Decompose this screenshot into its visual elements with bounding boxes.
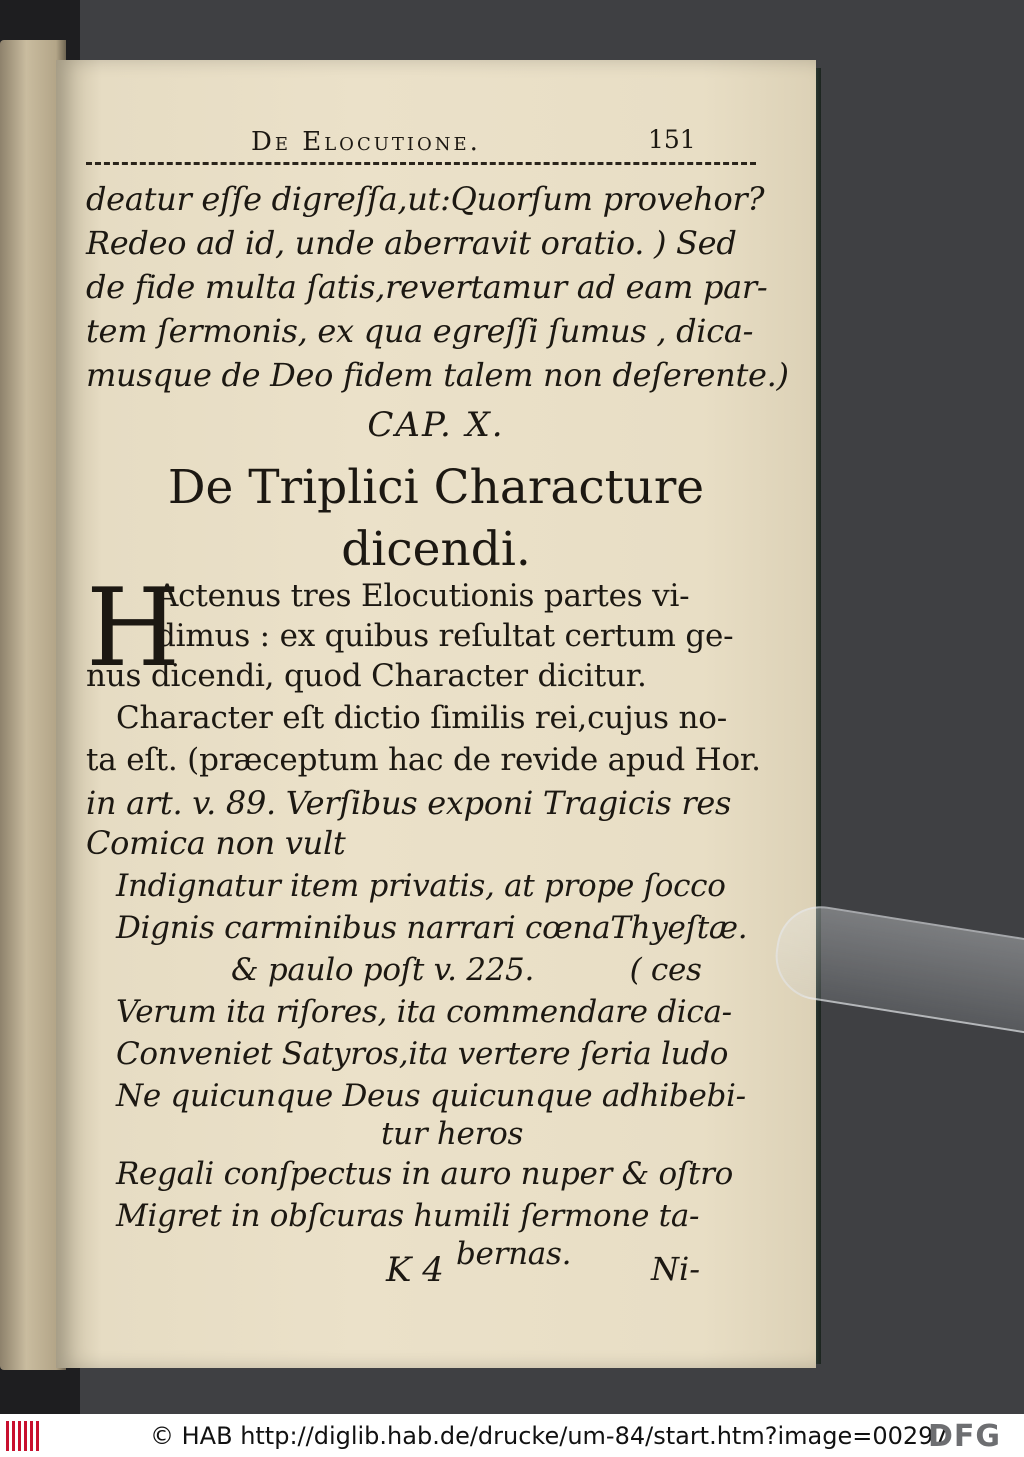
footer-credit-link[interactable]: © HAB http://diglib.hab.de/drucke/um-84/start.htm?image=00297 bbox=[150, 1422, 949, 1450]
chapter-number: CAP. X. bbox=[367, 405, 505, 445]
text-line: Redeo ad id, unde aberravit oratio. ) Sed bbox=[86, 224, 737, 262]
running-head: De Elocutione. bbox=[251, 127, 481, 157]
text-line: Character eſt dictio ſimilis rei,cujus no- bbox=[116, 700, 728, 736]
verse-line: Verum ita riſores, ita commendare dica- bbox=[116, 994, 732, 1030]
hab-barcode-icon bbox=[6, 1421, 40, 1451]
verse-line: tur heros bbox=[381, 1116, 524, 1152]
verse-line: Ne quicunque Deus quicunque adhibebi- bbox=[116, 1078, 746, 1114]
chapter-title: De Triplici Characture bbox=[167, 460, 705, 515]
header-rule bbox=[86, 162, 756, 165]
page-number: 151 bbox=[648, 125, 696, 154]
book-page bbox=[56, 60, 816, 1368]
text-line: deatur eſſe digreſſa,ut:Quorſum provehor? bbox=[86, 180, 765, 218]
footer-bar bbox=[0, 1414, 1024, 1457]
verse-line: Regali conſpectus in auro nuper & oſtro bbox=[116, 1156, 734, 1192]
text-line: nus dicendi, quod Character dicitur. bbox=[86, 658, 647, 694]
text-line: ta eſt. (præceptum hac de revide apud Hor. bbox=[86, 742, 761, 778]
verse-line: Conveniet Satyros,ita vertere ſeria ludo bbox=[116, 1036, 729, 1072]
verse-line: Indignatur item privatis, at prope ſocco bbox=[116, 868, 726, 904]
text-line: Actenus tres Elocutionis partes vi- bbox=[156, 578, 690, 614]
dfg-logo: DFG bbox=[928, 1419, 1002, 1454]
drop-cap: H bbox=[86, 566, 181, 691]
text-line: tem ſermonis, ex qua egreſſi ſumus , dica- bbox=[86, 312, 754, 350]
signature-mark: K 4 bbox=[386, 1250, 444, 1290]
verse-line: bernas. bbox=[456, 1236, 572, 1272]
verse-line: & paulo poſt v. 225. ( ces bbox=[231, 952, 702, 988]
verse-line: Migret in obſcuras humili ſermone ta- bbox=[116, 1198, 700, 1234]
text-line: dimus : ex quibus reſultat certum ge- bbox=[156, 618, 734, 654]
verse-line: Dignis carminibus narrari cœnaThyeſtæ. bbox=[116, 910, 748, 946]
text-line: de fide multa ſatis,revertamur ad eam par- bbox=[86, 268, 768, 306]
text-line: in art. v. 89. Verſibus exponi Tragicis res bbox=[86, 784, 732, 822]
text-line: musque de Deo fidem talem non deſerente.) bbox=[86, 356, 789, 394]
catchword: Ni- bbox=[651, 1250, 701, 1288]
text-line: Comica non vult bbox=[86, 824, 346, 862]
chapter-title-continued: dicendi. bbox=[341, 522, 531, 577]
